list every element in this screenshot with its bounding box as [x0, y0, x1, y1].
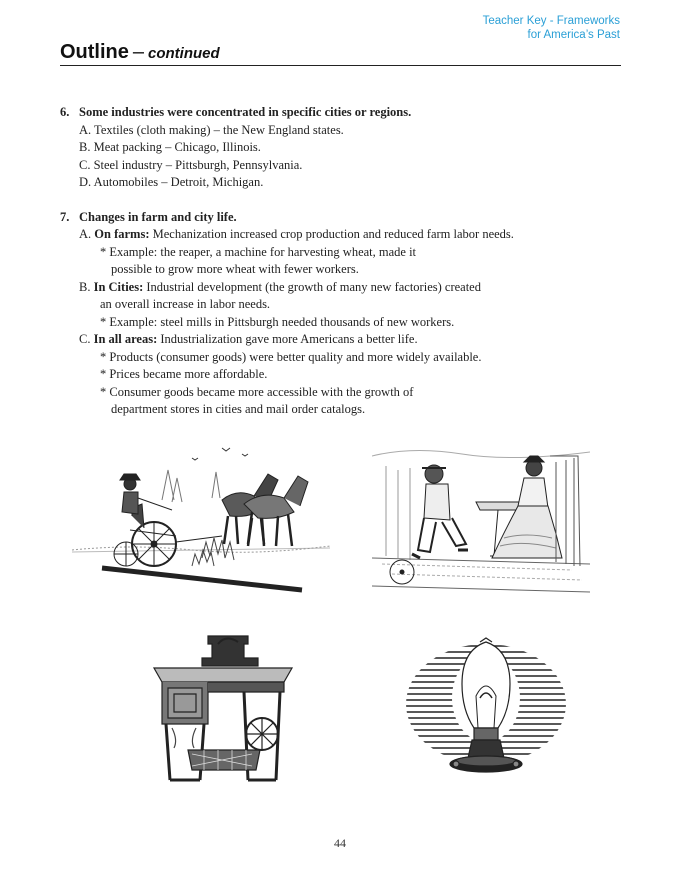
section-7-heading: 7. Changes in farm and city life. [60, 209, 237, 224]
section-7-c-bullet-1: * Products (consumer goods) were better quality and more widely available. [100, 349, 482, 364]
section-7-b-text-2: an overall increase in labor needs. [100, 297, 271, 311]
teacher-key-label [483, 14, 620, 42]
section-7-c-bullet-3a: * Consumer goods became more accessible with the growth of [100, 384, 414, 399]
teacher-key-line2: for America’s Past [527, 29, 620, 41]
title-rule [60, 65, 621, 66]
section-6-item-d: D. Automobiles – Detroit, Michigan. [79, 175, 264, 189]
teacher-key-line1: Teacher Key - Frameworks [482, 15, 620, 27]
section-7-a-example-1: * Example: the reaper, a machine for harvesting wheat, made it [100, 244, 417, 259]
section-6-heading: 6. Some industries were concentrated in specific cities or regions. [60, 105, 412, 119]
sewing-machine-illustration [148, 630, 298, 788]
section-7-c-bullet-2: * Prices became more affordable. [100, 367, 268, 381]
section-7-b-example: * Example: steel mills in Pittsburgh needed thousands of new workers. [100, 314, 455, 329]
section-6-item-a: A. Textiles (cloth making) – the New England states. [79, 122, 344, 137]
section-7-item-a: A. On farms: Mechanization increased crop production and reduced farm labor needs. [79, 227, 514, 241]
section-7-a-example-2: possible to grow more wheat with fewer workers. [111, 262, 359, 276]
section-7-item-c: C. In all areas: Industrialization gave more Americans a better life. [79, 332, 418, 346]
title-dash: – [132, 41, 145, 63]
title-text: Outline [60, 41, 129, 63]
page-title [60, 40, 621, 66]
reaper-illustration [72, 440, 330, 600]
light-bulb-illustration [404, 636, 568, 786]
porch-couple-illustration [372, 446, 590, 598]
section-6-item-b: B. Meat packing – Chicago, Illinois. [79, 140, 261, 154]
section-7-item-b: B. In Cities: Industrial development (the growth of many new factories) created [79, 279, 481, 294]
page-number: 44 [334, 836, 346, 850]
section-7-c-bullet-3b: department stores in cities and mail order catalogs. [111, 402, 366, 416]
title-subtitle: continued [148, 45, 220, 62]
section-6-item-c: C. Steel industry – Pittsburgh, Pennsylvania. [79, 157, 303, 172]
outline-content [60, 104, 640, 419]
